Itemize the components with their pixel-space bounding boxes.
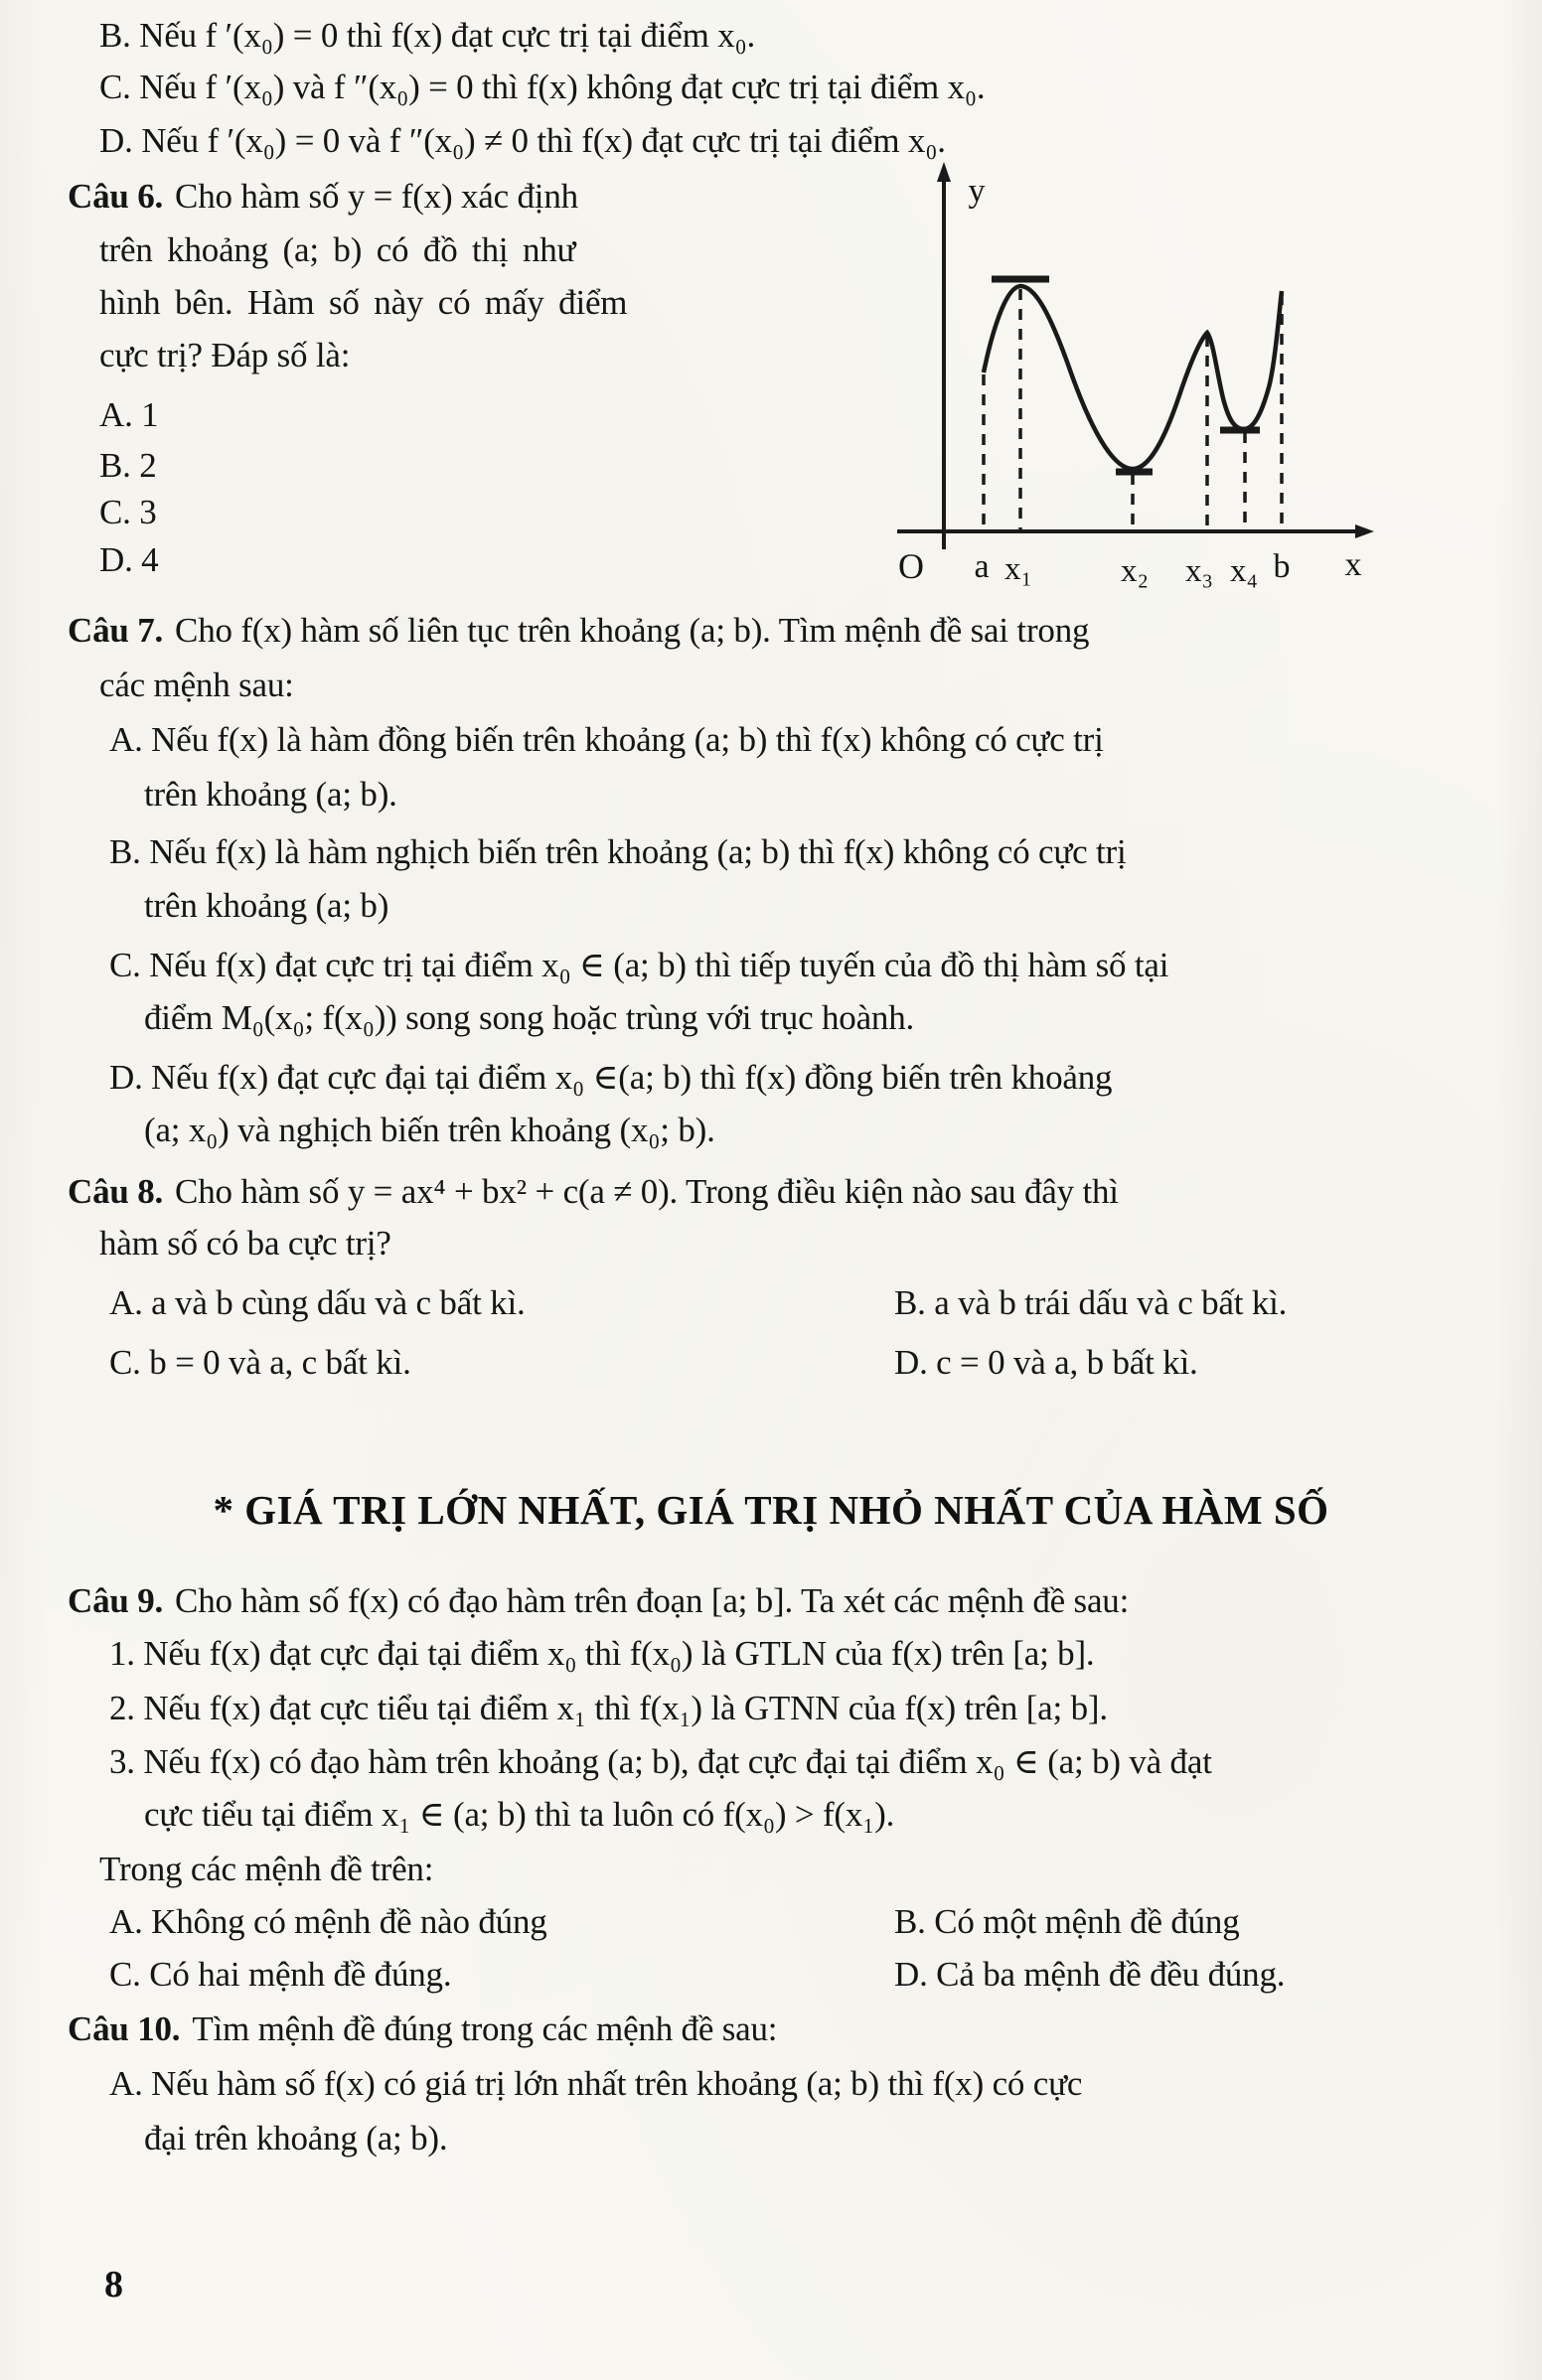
question-6-option-d: D. 4	[99, 540, 159, 579]
tick-label-x1: x₁	[1003, 551, 1033, 587]
question-8-option-b: B. a và b trái dấu và c bất kì.	[894, 1283, 1288, 1322]
question-9-statement-2: 2. Nếu f(x) đạt cực tiểu tại điểm x₁ thì f(x₁) là GTNN của f(x) trên [a; b].	[109, 1689, 1108, 1727]
question-8-label: Câu 8.	[68, 1172, 164, 1211]
tick-label-x4: x₄	[1229, 553, 1259, 589]
question-7-intro-text: Cho f(x) hàm số liên tục trên khoảng (a; b). Tìm mệnh đề sai trong	[175, 611, 1090, 650]
question-7-option-b-line-2: trên khoảng (a; b)	[144, 886, 389, 925]
tick-label-a: a	[974, 548, 990, 585]
statement-c	[99, 66, 985, 109]
question-8-option-a: A. a và b cùng dấu và c bất kì.	[109, 1283, 526, 1322]
question-8-intro-text: Cho hàm số y = ax⁴ + bx² + c(a ≠ 0). Trong điều kiện nào sau đây thì	[175, 1172, 1119, 1211]
question-7-option-a-line-1: A. Nếu f(x) là hàm đồng biến trên khoảng (a; b) thì f(x) không có cực trị	[109, 720, 1104, 759]
y-axis-label: y	[968, 173, 986, 210]
question-9-statement-3-line-2: cực tiểu tại điểm x₁ ∈ (a; b) thì ta luôn có f(x₀) > f(x₁).	[144, 1795, 895, 1834]
statement-d-label: D.	[99, 121, 133, 160]
tick-label-x3: x₃	[1184, 553, 1214, 589]
tick-label-b: b	[1273, 548, 1291, 585]
question-7-intro-2: các mệnh sau:	[99, 666, 294, 704]
question-9-label: Câu 9.	[68, 1581, 164, 1620]
question-9-option-b: B. Có một mệnh đề đúng	[894, 1902, 1240, 1941]
question-6-line-1	[68, 175, 578, 219]
statement-d-text: Nếu f ′(x₀) = 0 và f ″(x₀) ≠ 0 thì f(x) đạt cực trị tại điểm x₀.	[141, 121, 946, 160]
question-7-intro-1	[68, 609, 1089, 653]
question-9-intro-text: Cho hàm số f(x) có đạo hàm trên đoạn [a; b]. Ta xét các mệnh đề sau:	[175, 1581, 1130, 1620]
statement-b-text: Nếu f ′(x₀) = 0 thì f(x) đạt cực trị tại điểm x₀.	[139, 16, 756, 55]
question-6-label: Câu 6.	[68, 177, 164, 216]
origin-label: O	[898, 546, 924, 586]
section-heading: * GIÁ TRỊ LỚN NHẤT, GIÁ TRỊ NHỎ NHẤT CỦA HÀM SỐ	[213, 1487, 1329, 1533]
question-8-option-d: D. c = 0 và a, b bất kì.	[894, 1343, 1198, 1382]
y-axis-arrow-icon	[937, 162, 951, 182]
question-10-intro	[68, 2008, 777, 2051]
question-9-intro	[68, 1579, 1129, 1623]
question-7-option-c-line-1: C. Nếu f(x) đạt cực trị tại điểm x₀ ∈ (a; b) thì tiếp tuyến của đồ thị hàm số tại	[109, 946, 1169, 984]
statement-d	[99, 119, 946, 163]
question-9-option-c: C. Có hai mệnh đề đúng.	[109, 1955, 452, 1994]
question-6-line-2: trên khoảng (a; b) có đồ thị như	[99, 230, 576, 269]
question-10-label: Câu 10.	[68, 2009, 181, 2048]
statement-b	[99, 14, 755, 58]
function-curve	[984, 286, 1282, 469]
x-axis-arrow-icon	[1355, 524, 1374, 538]
question-8-intro-2: hàm số có ba cực trị?	[99, 1224, 391, 1263]
question-7-option-a-line-2: trên khoảng (a; b).	[144, 775, 397, 814]
question-6-option-c: C. 3	[99, 493, 157, 531]
page-number: 8	[104, 2264, 123, 2306]
statement-c-text: Nếu f ′(x₀) và f ″(x₀) = 0 thì f(x) không đạt cực trị tại điểm x₀.	[139, 68, 986, 106]
question-7-label: Câu 7.	[68, 611, 164, 650]
question-6-text-1: Cho hàm số y = f(x) xác định	[175, 177, 578, 216]
question-9-statement-1: 1. Nếu f(x) đạt cực đại tại điểm x₀ thì f(x₀) là GTLN của f(x) trên [a; b].	[109, 1634, 1095, 1673]
statement-c-label: C.	[99, 68, 131, 106]
statement-b-label: B.	[99, 16, 131, 55]
question-6-function-graph	[869, 144, 1391, 591]
question-6-option-a: A. 1	[99, 395, 159, 434]
question-7-option-d-line-1: D. Nếu f(x) đạt cực đại tại điểm x₀ ∈(a; b) thì f(x) đồng biến trên khoảng	[109, 1058, 1113, 1097]
question-7-option-d-line-2: (a; x₀) và nghịch biến trên khoảng (x₀; b).	[144, 1111, 715, 1149]
question-6-option-b: B. 2	[99, 446, 157, 485]
question-6-line-3: hình bên. Hàm số này có mấy điểm	[99, 283, 628, 322]
question-9-outro: Trong các mệnh đề trên:	[99, 1850, 434, 1888]
question-7-option-c-line-2: điểm M₀(x₀; f(x₀)) song song hoặc trùng với trục hoành.	[144, 998, 915, 1037]
question-10-intro-text: Tìm mệnh đề đúng trong các mệnh đề sau:	[192, 2009, 778, 2048]
question-8-intro-1	[68, 1170, 1119, 1214]
question-9-statement-3-line-1: 3. Nếu f(x) có đạo hàm trên khoảng (a; b), đạt cực đại tại điểm x₀ ∈ (a; b) và đạt	[109, 1742, 1212, 1781]
question-6-line-4: cực trị? Đáp số là:	[99, 336, 351, 374]
question-10-option-a-line-2: đại trên khoảng (a; b).	[144, 2119, 448, 2157]
question-8-option-c: C. b = 0 và a, c bất kì.	[109, 1343, 411, 1382]
question-9-option-d: D. Cả ba mệnh đề đều đúng.	[894, 1955, 1286, 1994]
tick-label-x2: x₂	[1120, 553, 1150, 589]
question-10-option-a-line-1: A. Nếu hàm số f(x) có giá trị lớn nhất trên khoảng (a; b) thì f(x) có cực	[109, 2064, 1083, 2103]
question-7-option-b-line-1: B. Nếu f(x) là hàm nghịch biến trên khoảng (a; b) thì f(x) không có cực trị	[109, 832, 1127, 871]
question-9-option-a: A. Không có mệnh đề nào đúng	[109, 1902, 547, 1941]
x-axis-label: x	[1344, 546, 1362, 583]
